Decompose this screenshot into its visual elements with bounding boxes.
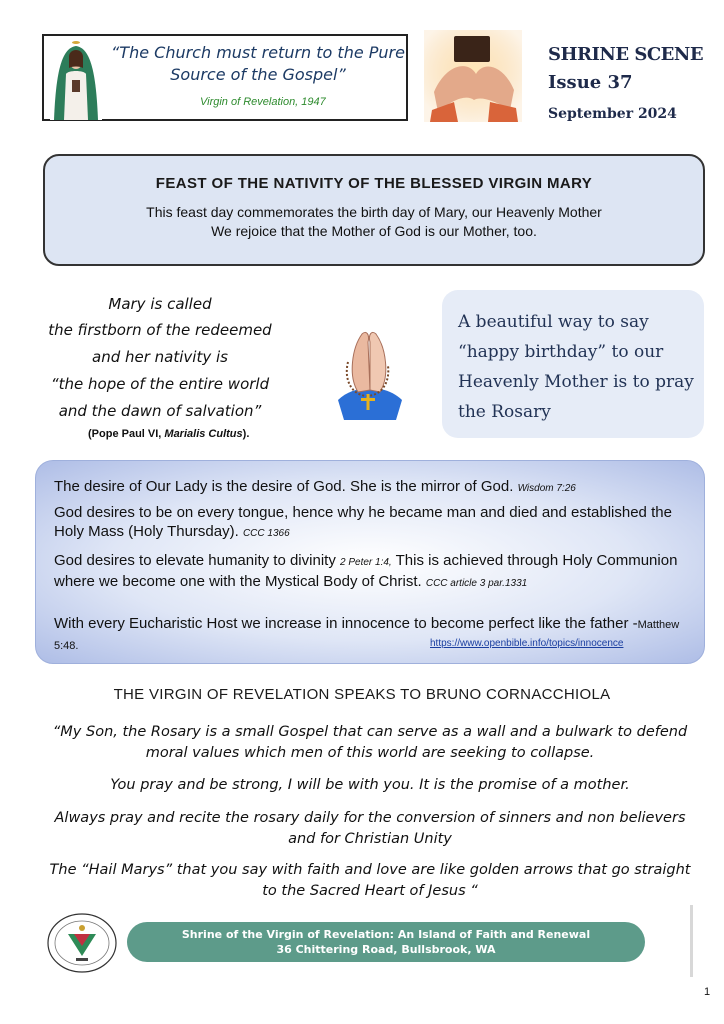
header-quote: “The Church must return to the Pure Source of the Gospel” bbox=[111, 43, 405, 84]
desire-text: The desire of Our Lady is the desire of God. She is the mirror of God. bbox=[54, 478, 514, 495]
citation-suffix: ). bbox=[242, 428, 250, 440]
praying-hands-rosary-icon bbox=[330, 322, 408, 422]
desire-text: God desires to be on every tongue, hence why he became man and died and established the Holy Mass (Holy Thursday). bbox=[54, 504, 672, 540]
mary-line: the firstborn of the redeemed bbox=[48, 321, 272, 339]
desire-paragraph-3 bbox=[54, 551, 694, 593]
mary-citation bbox=[88, 428, 249, 440]
scripture-reference: 2 Peter 1:4, bbox=[340, 557, 392, 568]
mary-line: and the dawn of salvation” bbox=[58, 402, 262, 420]
newsletter-date: September 2024 bbox=[548, 106, 677, 122]
speaks-paragraph-2: You pray and be strong, I will be with you. It is the promise of a mother. bbox=[110, 777, 630, 793]
desire-paragraph-1 bbox=[54, 477, 694, 498]
speaks-paragraph-4: The “Hail Marys” that you say with faith and love are like golden arrows that go straight to the Sacred Heart of Jesus “ bbox=[49, 862, 691, 899]
page-number: 1 bbox=[704, 986, 711, 998]
virgin-mary-image bbox=[50, 40, 102, 120]
shrine-seal-logo bbox=[46, 912, 118, 974]
mary-line: “the hope of the entire world bbox=[50, 375, 270, 393]
mary-line: Mary is called bbox=[108, 295, 212, 313]
desire-text: God desires to elevate humanity to divinity bbox=[54, 552, 336, 569]
scripture-reference: Wisdom 7:26 bbox=[517, 483, 576, 494]
feast-line-1: This feast day commemorates the birth day of Mary, our Heavenly Mother bbox=[146, 204, 602, 220]
citation-work: Marialis Cultus bbox=[164, 428, 243, 440]
newsletter-issue: Issue 37 bbox=[548, 72, 633, 93]
birthday-text: A beautiful way to say “happy birthday” to our Heavenly Mother is to pray the Rosary bbox=[458, 312, 694, 422]
desire-paragraph-2 bbox=[54, 503, 694, 543]
scripture-reference: Matthew 5:48. bbox=[54, 619, 680, 652]
feast-heading: FEAST OF THE NATIVITY OF THE BLESSED VIRGIN MARY bbox=[155, 175, 593, 192]
praying-hands-bible-image bbox=[424, 30, 522, 122]
footer-shrine-name: Shrine of the Virgin of Revelation: An Island of Faith and Renewal bbox=[181, 928, 591, 941]
footer-divider bbox=[690, 905, 693, 977]
catechism-reference: CCC article 3 par.1331 bbox=[425, 578, 528, 589]
citation-prefix: (Pope Paul VI, bbox=[88, 428, 165, 440]
openbible-link[interactable]: https://www.openbible.info/topics/innocence bbox=[430, 638, 624, 649]
desire-paragraph-4 bbox=[54, 614, 694, 656]
newsletter-title: SHRINE SCENE bbox=[548, 44, 704, 65]
speaks-paragraph-3: Always pray and recite the rosary daily for the conversion of sinners and non believers and for Christian Unity bbox=[54, 810, 686, 847]
feast-line-2: We rejoice that the Mother of God is our Mother, too. bbox=[211, 223, 537, 239]
mary-line: and her nativity is bbox=[92, 348, 228, 366]
catechism-reference: CCC 1366 bbox=[242, 528, 290, 539]
speaks-heading: THE VIRGIN OF REVELATION SPEAKS TO BRUNO CORNACCHIOLA bbox=[113, 686, 611, 703]
desire-text: This is achieved through Holy Communion where we become one with the Mystical Body of Christ. bbox=[54, 552, 678, 590]
quote-attribution: Virgin of Revelation, 1947 bbox=[200, 96, 326, 108]
desire-text: With every Eucharistic Host we increase in innocence to become perfect like the father - bbox=[54, 615, 638, 632]
speaks-paragraph-1: “My Son, the Rosary is a small Gospel that can serve as a wall and a bulwark to defend moral values which men of this world are seeking to collapse. bbox=[52, 724, 688, 761]
footer-address: 36 Chittering Road, Bullsbrook, WA bbox=[276, 943, 496, 956]
